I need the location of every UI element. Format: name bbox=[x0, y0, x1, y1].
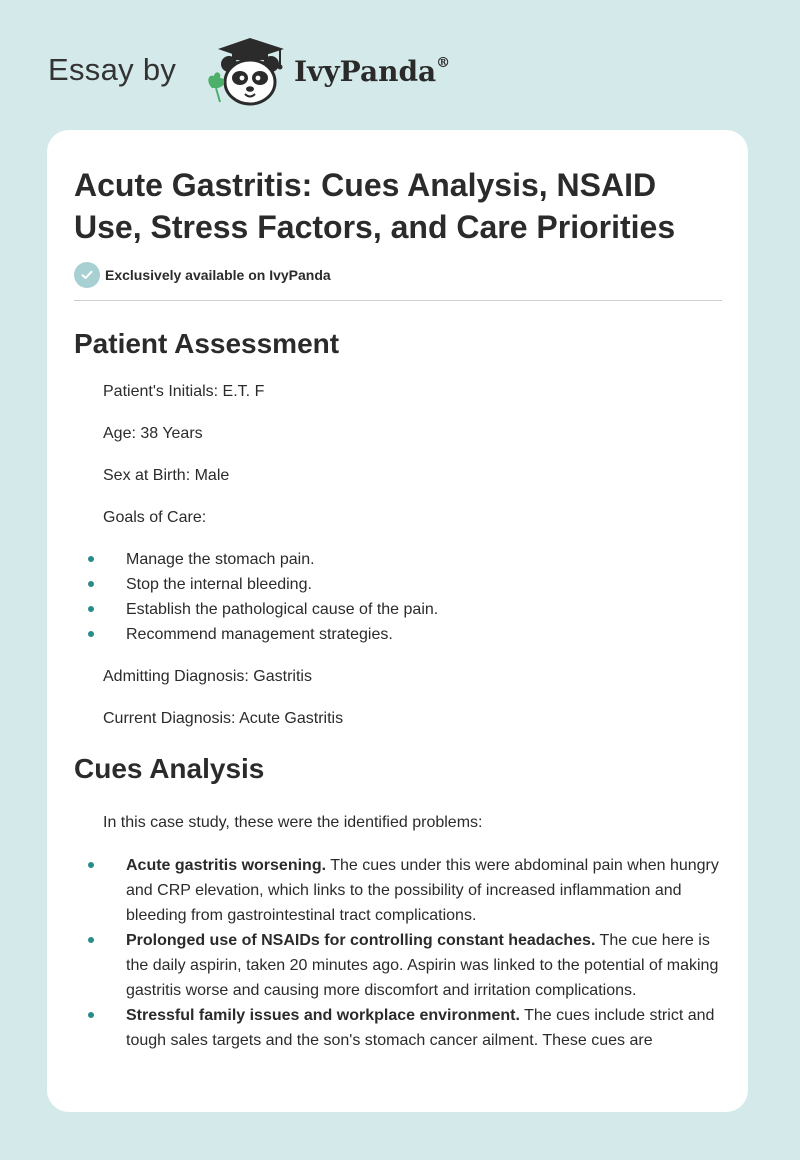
brand-text: IvyPanda bbox=[294, 55, 437, 88]
section-heading-patient-assessment: Patient Assessment bbox=[74, 328, 340, 359]
goals-label: Goals of Care: bbox=[103, 509, 207, 526]
registered-mark: ® bbox=[436, 54, 451, 71]
divider bbox=[74, 300, 722, 301]
essay-by-label: Essay by bbox=[48, 52, 177, 87]
problem-title: Acute gastritis worsening. bbox=[126, 857, 327, 874]
admitting-diagnosis: Admitting Diagnosis: Gastritis bbox=[103, 668, 312, 685]
cues-intro: In this case study, these were the identified problems: bbox=[103, 814, 483, 831]
list-item bbox=[74, 928, 722, 1003]
patient-age: Age: 38 Years bbox=[103, 425, 203, 442]
bullet-dot-icon bbox=[88, 1012, 94, 1018]
problem-title: Prolonged use of NSAIDs for controlling constant headaches. bbox=[126, 932, 596, 949]
list-item bbox=[74, 547, 722, 572]
goal-text: Manage the stomach pain. bbox=[126, 551, 315, 568]
list-item bbox=[74, 1003, 722, 1053]
problem-text: The cue here is the daily aspirin, taken 20 minutes ago. Aspirin was linked to the potential of making gastritis worse and causing more discomfort and irritation complications. bbox=[126, 932, 719, 999]
essay-content bbox=[74, 164, 722, 1053]
problem-text: The cues include strict and tough sales targets and the son's stomach cancer ailment. These cues are bbox=[126, 1007, 715, 1049]
bullet-dot-icon bbox=[88, 862, 94, 868]
goals-list bbox=[74, 547, 722, 647]
bullet-dot-icon bbox=[88, 631, 94, 637]
panda-logo-icon[interactable] bbox=[202, 36, 292, 108]
essay-card bbox=[47, 130, 748, 1112]
list-item bbox=[74, 597, 722, 622]
section-heading-cues-analysis: Cues Analysis bbox=[74, 753, 265, 784]
list-item bbox=[74, 622, 722, 647]
goal-text: Establish the pathological cause of the pain. bbox=[126, 601, 439, 618]
brand-name[interactable] bbox=[294, 55, 450, 88]
exclusive-badge bbox=[74, 262, 722, 288]
essay-title: Acute Gastritis: Cues Analysis, NSAID Use, Stress Factors, and Care Priorities bbox=[74, 167, 676, 245]
goal-text: Recommend management strategies. bbox=[126, 626, 393, 643]
patient-sex: Sex at Birth: Male bbox=[103, 467, 230, 484]
bullet-dot-icon bbox=[88, 556, 94, 562]
patient-initials: Patient's Initials: E.T. F bbox=[103, 383, 265, 400]
bullet-dot-icon bbox=[88, 606, 94, 612]
current-diagnosis: Current Diagnosis: Acute Gastritis bbox=[103, 710, 344, 727]
goal-text: Stop the internal bleeding. bbox=[126, 576, 312, 593]
problem-title: Stressful family issues and workplace environment. bbox=[126, 1007, 520, 1024]
site-header bbox=[48, 36, 548, 116]
problems-list bbox=[74, 853, 722, 1053]
bullet-dot-icon bbox=[88, 581, 94, 587]
list-item bbox=[74, 572, 722, 597]
problem-text: The cues under this were abdominal pain when hungry and CRP elevation, which links to the possibility of increased inflammation and bleeding from gastrointestinal tract complications. bbox=[126, 857, 719, 924]
check-circle-icon bbox=[74, 262, 100, 288]
exclusive-text: Exclusively available on IvyPanda bbox=[105, 267, 331, 283]
list-item bbox=[74, 853, 722, 928]
bullet-dot-icon bbox=[88, 937, 94, 943]
